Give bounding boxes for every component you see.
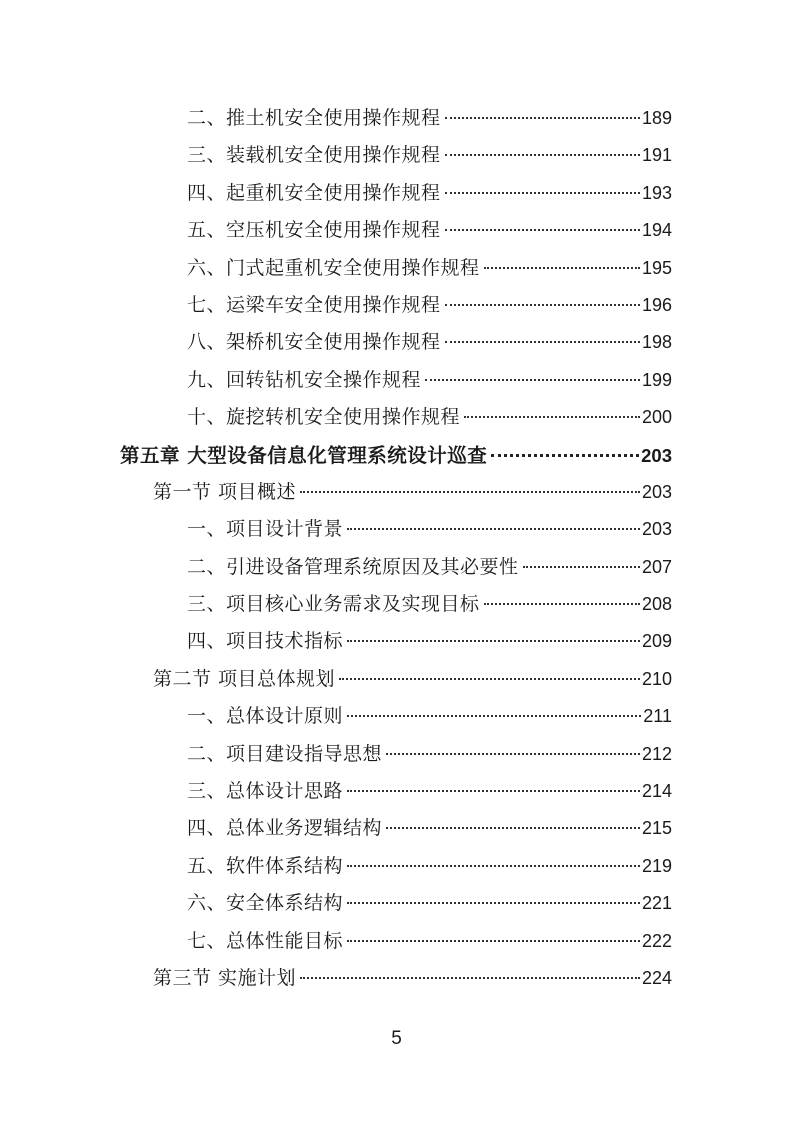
toc-entry-title: 二、引进设备管理系统原因及其必要性 (187, 555, 519, 578)
toc-entry-section[interactable] (0, 960, 672, 997)
toc-entry-page: 203 (641, 481, 672, 502)
toc-entry-title: 第二节 项目总体规划 (153, 667, 336, 690)
toc-dot-leader (445, 229, 640, 231)
toc-entry-item[interactable] (0, 212, 672, 249)
toc-entry-title: 八、架桥机安全使用操作规程 (187, 331, 441, 354)
toc-entry-item[interactable] (0, 287, 672, 324)
toc-entry-page: 211 (643, 706, 672, 727)
toc-entry-item[interactable] (0, 885, 672, 922)
toc-entry-title: 四、项目技术指标 (187, 630, 344, 653)
toc-entry-page: 200 (641, 407, 672, 428)
toc-entry-title: 三、总体设计思路 (187, 780, 344, 803)
toc-dot-leader (491, 454, 639, 457)
toc-entry-page: 193 (641, 182, 672, 203)
toc-dot-leader (300, 491, 640, 493)
toc-dot-leader (347, 528, 640, 530)
toc-entry-page: 207 (641, 556, 672, 577)
toc-dot-leader (347, 715, 641, 717)
toc-entry-item[interactable] (0, 848, 672, 885)
toc-entry-page: 194 (641, 220, 672, 241)
toc-entry-page: 222 (641, 930, 672, 951)
toc-entry-page: 210 (641, 668, 672, 689)
toc-entry-page: 208 (641, 594, 672, 615)
toc-entry-title: 六、门式起重机安全使用操作规程 (187, 256, 480, 279)
toc-entry-item[interactable] (0, 773, 672, 810)
toc-entry-page: 203 (641, 444, 672, 466)
toc-dot-leader (386, 827, 640, 829)
toc-entry-title: 十、旋挖转机安全使用操作规程 (187, 406, 461, 429)
toc-entry-page: 203 (641, 519, 672, 540)
toc-entry-title: 一、总体设计原则 (187, 705, 344, 728)
toc-entry-item[interactable] (0, 175, 672, 212)
page-number: 5 (391, 1028, 402, 1049)
toc-entry-page: 199 (641, 369, 672, 390)
toc-entry-title: 三、项目核心业务需求及实现目标 (187, 593, 480, 616)
toc-entry-title: 五、软件体系结构 (187, 854, 344, 877)
toc-dot-leader (347, 940, 640, 942)
toc-entry-page: 189 (641, 108, 672, 128)
toc-dot-leader (386, 753, 640, 755)
toc-entry-title: 六、安全体系结构 (187, 892, 344, 915)
toc-dot-leader (445, 154, 640, 156)
toc-entry-item[interactable] (0, 923, 672, 960)
toc-dot-leader (425, 379, 640, 381)
toc-dot-leader (445, 304, 640, 306)
toc-entry-item[interactable] (0, 698, 672, 735)
toc-entry-page: 195 (641, 257, 672, 278)
toc-entry-title: 第一节 项目概述 (153, 480, 297, 503)
toc-entry-title: 四、总体业务逻辑结构 (187, 817, 383, 840)
toc-entry-page: 198 (641, 332, 672, 353)
toc-entry-item[interactable] (0, 250, 672, 287)
toc-entry-title: 九、回转钻机安全操作规程 (187, 368, 422, 391)
toc-entry-title: 二、项目建设指导思想 (187, 742, 383, 765)
toc-entry-page: 221 (641, 893, 672, 914)
toc-entry-title: 四、起重机安全使用操作规程 (187, 181, 441, 204)
toc-entry-section[interactable] (0, 661, 672, 698)
toc-dot-leader (445, 341, 640, 343)
toc-dot-leader (484, 267, 640, 269)
toc-entry-title: 二、推土机安全使用操作规程 (187, 107, 441, 129)
toc-entry-page: 219 (641, 855, 672, 876)
toc-dot-leader (347, 790, 640, 792)
toc-entry-item[interactable] (0, 362, 672, 399)
toc-entry-page: 224 (641, 967, 672, 988)
toc-dot-leader (523, 566, 640, 568)
toc-dot-leader (339, 678, 640, 680)
toc-entry-item[interactable] (0, 736, 672, 773)
toc-dot-leader (347, 865, 640, 867)
toc-entry-item[interactable] (0, 810, 672, 847)
toc-entry-title: 七、总体性能目标 (187, 929, 344, 952)
toc-entry-item[interactable] (0, 324, 672, 361)
toc-entry-page: 212 (641, 743, 672, 764)
toc-entry-title: 第五章 大型设备信息化管理系统设计巡查 (120, 443, 488, 467)
toc-entry-item[interactable] (0, 137, 672, 174)
toc-entry-title: 五、空压机安全使用操作规程 (187, 219, 441, 242)
toc-entry-item[interactable] (0, 100, 672, 137)
toc-dot-leader (445, 117, 640, 119)
toc-entry-item[interactable] (0, 511, 672, 548)
toc-entry-title: 七、运梁车安全使用操作规程 (187, 293, 441, 316)
toc-dot-leader (300, 977, 640, 979)
toc-dot-leader (464, 416, 640, 418)
toc-entry-section[interactable] (0, 474, 672, 511)
toc-dot-leader (347, 902, 640, 904)
toc-entry-item[interactable] (0, 623, 672, 660)
toc-entry-item[interactable] (0, 399, 672, 436)
toc-entry-page: 215 (641, 818, 672, 839)
toc-entry-item[interactable] (0, 586, 672, 623)
toc-entry-title: 三、装载机安全使用操作规程 (187, 144, 441, 167)
toc-entry-page: 209 (641, 631, 672, 652)
table-of-contents (0, 100, 672, 997)
toc-entry-item[interactable] (0, 549, 672, 586)
toc-dot-leader (445, 192, 640, 194)
toc-list (0, 100, 672, 997)
toc-entry-page: 196 (641, 294, 672, 315)
toc-entry-page: 191 (641, 145, 672, 166)
toc-entry-title: 一、项目设计背景 (187, 518, 344, 541)
toc-dot-leader (347, 640, 640, 642)
toc-entry-chapter[interactable] (0, 437, 672, 474)
toc-dot-leader (484, 603, 640, 605)
toc-entry-page: 214 (641, 781, 672, 802)
toc-entry-title: 第三节 实施计划 (153, 966, 297, 989)
